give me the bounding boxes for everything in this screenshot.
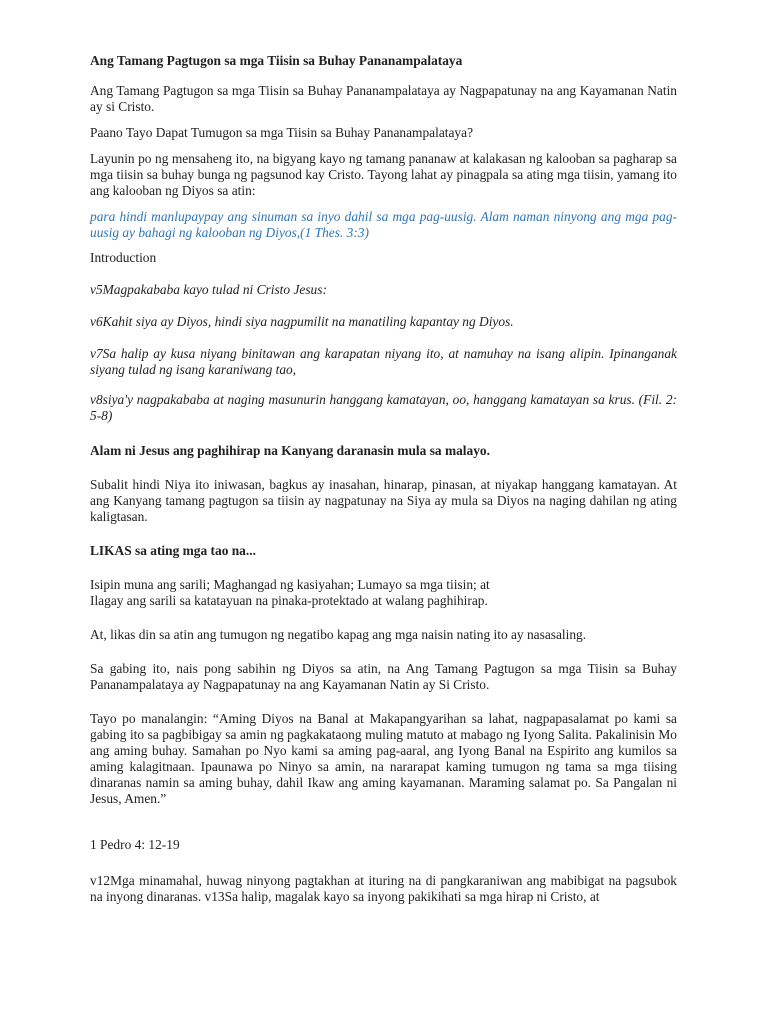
paragraph-purpose: Layunin po ng mensaheng ito, na bigyang kayo ng tamang pananaw at kalakasan ng kalooban sa pagharap sa mga tiisin sa buhay bunga ng pagsunod kay Cristo. Tayong lahat ay pinagpala sa ating mga tiisin, yamang ito ang kalooban ng Diyos sa atin: [90, 151, 677, 198]
paragraph-negative-response: At, likas din sa atin ang tumugon ng negatibo kapag ang mga naisin nating ito ay nasasaling. [90, 627, 587, 642]
verse-v7: v7Sa halip ay kusa niyang binitawan ang karapatan niyang ito, at namuhay na isang alipin. Ipinanganak siyang tulad ng isang karaniwang tao, [90, 346, 677, 377]
document-page [90, 53, 677, 905]
paragraph-thesis: Ang Tamang Pagtugon sa mga Tiisin sa Buhay Pananampalataya ay Nagpapatunay na ang Kayamanan Natin ay si Cristo. [90, 83, 677, 114]
scripture-reference: 1 Pedro 4: 12-19 [90, 837, 180, 852]
verse-v5: v5Magpakababa kayo tulad ni Cristo Jesus: [90, 282, 327, 297]
paragraph-prayer: Tayo po manalangin: “Aming Diyos na Banal at Makapangyarihan sa lahat, nagpapasalamat po kami sa gabing ito sa pagbibigay sa amin ng pagkakataong muling matuto at mabago ng Iyong Salita. Pakalinisin Mo ang aming buhay. Samahan po Nyo kami sa aming pag-aaral, ang Iyong Banal na Espirito ang kumilos sa aming kalagitnaan. Ipaunawa po Ninyo sa amin, na nararapat kaming tumugon ng tama sa mga tiising dinaranas namin sa aming buhay, dahil Ikaw ang aming kayamanan. Maraming salamat po. Sa Pangalan ni Jesus, Amen.” [90, 711, 677, 806]
paragraph-jesus-response: Subalit hindi Niya ito iniwasan, bagkus ay inasahan, hinarap, pinasan, at niyakap hanggang kamatayan. At ang Kanyang tamang pagtugon sa tiisin ay nagpatunay na Siya ay mula sa Diyos na naging dahilan ng ating kaligtasan. [90, 477, 677, 524]
document-title: Ang Tamang Pagtugon sa mga Tiisin sa Buhay Pananampalataya [90, 53, 463, 68]
verse-v8: v8siya'y nagpakababa at naging masunurin hanggang kamatayan, oo, hanggang kamatayan sa krus. (Fil. 2: 5-8) [90, 392, 677, 423]
likas-list [90, 577, 677, 609]
paragraph-verses-12-13: v12Mga minamahal, huwag ninyong pagtakhan at ituring na di pangkaraniwan ang mabibigat na pagsubok na inyong dinaranas. v13Sa halip, magalak kayo sa inyong pakikihati sa mga hirap ni Cristo, at [90, 873, 677, 904]
verse-v6: v6Kahit siya ay Diyos, hindi siya nagpumilit na manatiling kapantay ng Diyos. [90, 314, 514, 329]
paragraph-question: Paano Tayo Dapat Tumugon sa mga Tiisin sa Buhay Pananampalataya? [90, 125, 474, 140]
scripture-quote: para hindi manlupaypay ang sinuman sa inyo dahil sa mga pag-uusig. Alam naman ninyong ang mga pag-uusig ay bahagi ng kalooban ng Diyos,(1 Thes. 3:3) [90, 209, 677, 240]
paragraph-tonight: Sa gabing ito, nais pong sabihin ng Diyos sa atin, na Ang Tamang Pagtugon sa mga Tiisin sa Buhay Pananampalataya ay Nagpapatunay na ang Kayamanan Natin ay Si Cristo. [90, 661, 677, 692]
section-heading-jesus: Alam ni Jesus ang paghihirap na Kanyang daranasin mula sa malayo. [90, 443, 490, 458]
introduction-label: Introduction [90, 250, 157, 265]
likas-list-line: Isipin muna ang sarili; Maghangad ng kasiyahan; Lumayo sa mga tiisin; at [90, 577, 490, 592]
section-heading-likas: LIKAS sa ating mga tao na... [90, 543, 256, 558]
likas-list-line: Ilagay ang sarili sa katatayuan na pinaka-protektado at walang paghihirap. [90, 593, 488, 608]
